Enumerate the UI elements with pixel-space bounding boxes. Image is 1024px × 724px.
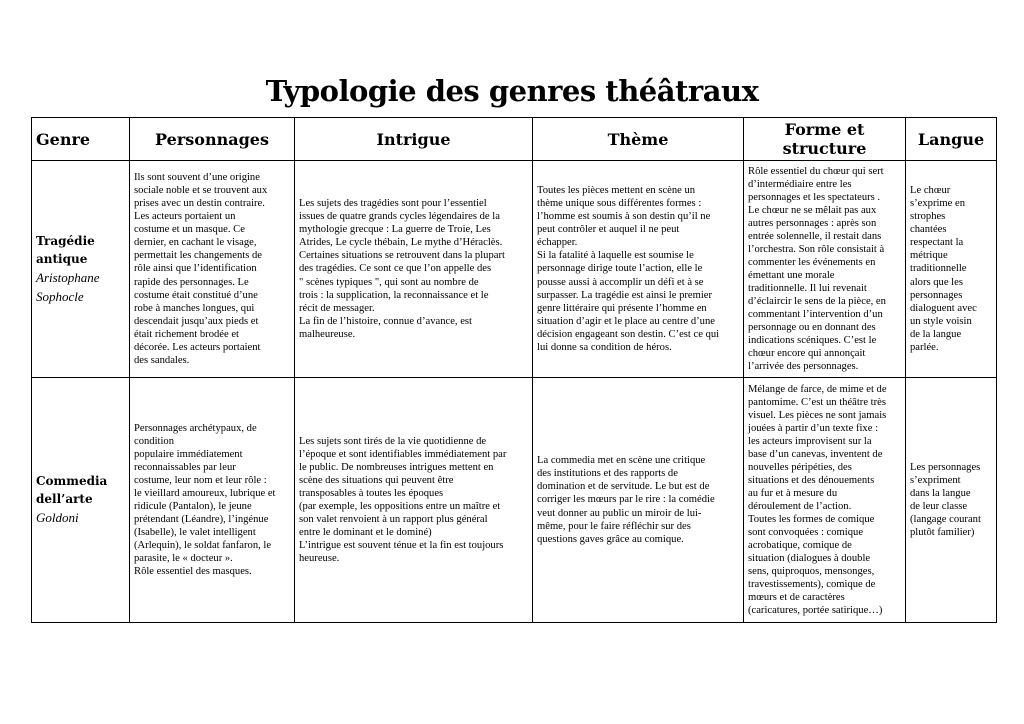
intrigue-cell: Les sujets des tragédies sont pour l’essentiel issues de quatre grands cycles légendaires de la mythologie grecque : La guerre de Troie, Les Atrides, Le cycle thébain, Le mythe d’Héraclès. Certaines situations se retrouvent dans la plupart des tragédies. Ce sont ce que l’on appelle des " scènes typiques ", qui sont au nombre de trois : la supplication, la reconnaissance et le récit de messager. La fin de l’histoire, connue d’avance, est malheureuse.	[295, 161, 533, 378]
genre-author: Aristophane	[36, 269, 100, 285]
theme-cell: Toutes les pièces mettent en scène un thème unique sous différentes formes : l’homme est soumis à son destin qu’il ne peut contrôler et auquel il ne peut échapper. Si la fatalité à laquelle est soumise le personnage dirige toute l’action, elle le pousse aussi à accomplir un défi et à se surpasser. La tragédie est ainsi le premier genre littéraire qui présente l’homme en situation d’agir et le place au centre d’une décision engageant son destin. C’est ce qui lui donne sa condition de héros.	[533, 161, 744, 378]
genre-author-line2: Sophocle	[36, 289, 84, 304]
genre-cell	[32, 378, 130, 623]
header-row	[32, 118, 997, 161]
forme-cell: Rôle essentiel du chœur qui sert d’intermédiaire entre les personnages et les spectateurs . Le chœur ne se mêlait pas aux autres personnages : après son entrée solennelle, il restait dans l’orchestra. Son rôle consistait à commenter les événements en émettant une morale traditionnelle. Il lui revenait d’éclaircir le sens de la pièce, en commentant l’intervention d’un personnage ou en donnant des indications scéniques. C’est le chœur encore qui annonçait l’arrivée des personnages.	[744, 161, 906, 378]
table-row	[32, 161, 997, 378]
personnages-cell: Personnages archétypaux, de condition populaire immédiatement reconnaissables par leur costume, leur nom et leur rôle : le vieillard amoureux, lubrique et ridicule (Pantalon), le jeune prétendant (Léandre), l’ingénue (Isabelle), le valet intelligent (Arlequin), le soldat fanfaron, le parasite, le « docteur ». Rôle essentiel des masques.	[130, 378, 295, 623]
genres-table	[31, 117, 997, 623]
genre-name-line2: dell’arte	[36, 492, 93, 507]
theme-cell: La commedia met en scène une critique des institutions et des rapports de domination et de servitude. Le but est de corriger les mœurs par le rire : la comédie veut donner au public un miroir de lui- même, pour le faire réfléchir sur des questions gaves grâce au comique.	[533, 378, 744, 623]
forme-cell: Mélange de farce, de mime et de pantomime. C’est un théâtre très visuel. Les pièces ne sont jamais jouées à partir d’un texte fixe : les acteurs improvisent sur la base d’un canevas, inventent de nouvelles péripéties, des situations et des dénouements au fur et à mesure du déroulement de l’action. Toutes les formes de comique sont convoquées : comique acrobatique, comique de situation (dialogues à double sens, quiproquos, mensonges, travestissements), comique de mœurs et de caractères (caricatures, portée satirique…)	[744, 378, 906, 623]
genre-name: Tragédie	[36, 233, 95, 248]
header-theme: Thème	[533, 118, 744, 161]
langue-cell: Les personnages s’expriment dans la langue de leur classe (langage courant plutôt familier)	[906, 378, 997, 623]
header-genre: Genre	[32, 118, 130, 161]
header-forme: Forme et structure	[744, 118, 906, 161]
genre-cell	[32, 161, 130, 378]
intrigue-cell: Les sujets sont tirés de la vie quotidienne de l’époque et sont identifiables immédiatement par le public. De nombreuses intrigues mettent en scène des situations qui peuvent être transposables à toutes les époques (par exemple, les oppositions entre un maître et son valet renvoient à un rapport plus général entre le dominant et le dominé) L’intrigue est souvent ténue et la fin est toujours heureuse.	[295, 378, 533, 623]
langue-cell: Le chœur s’exprime en strophes chantées respectant la métrique traditionnelle alors que les personnages dialoguent avec un style voisin de la langue parlée.	[906, 161, 997, 378]
personnages-cell: Ils sont souvent d’une origine sociale noble et se trouvent aux prises avec un destin contraire. Les acteurs portaient un costume et un masque. Ce dernier, en cachant le visage, permettait les changements de rôle ainsi que l’identification rapide des personnages. Le costume était constitué d’une robe à manches longues, qui descendait jusqu’aux pieds et était richement brodée et décorée. Les acteurs portaient des sandales.	[130, 161, 295, 378]
header-langue: Langue	[906, 118, 997, 161]
page-title: Typologie des genres théâtraux	[265, 74, 759, 108]
genre-author: Goldoni	[36, 510, 79, 526]
header-personnages: Personnages	[130, 118, 295, 161]
genre-name-line2: antique	[36, 251, 88, 266]
genre-name: Commedia	[36, 474, 108, 489]
header-intrigue: Intrigue	[295, 118, 533, 161]
table-row	[32, 378, 997, 623]
